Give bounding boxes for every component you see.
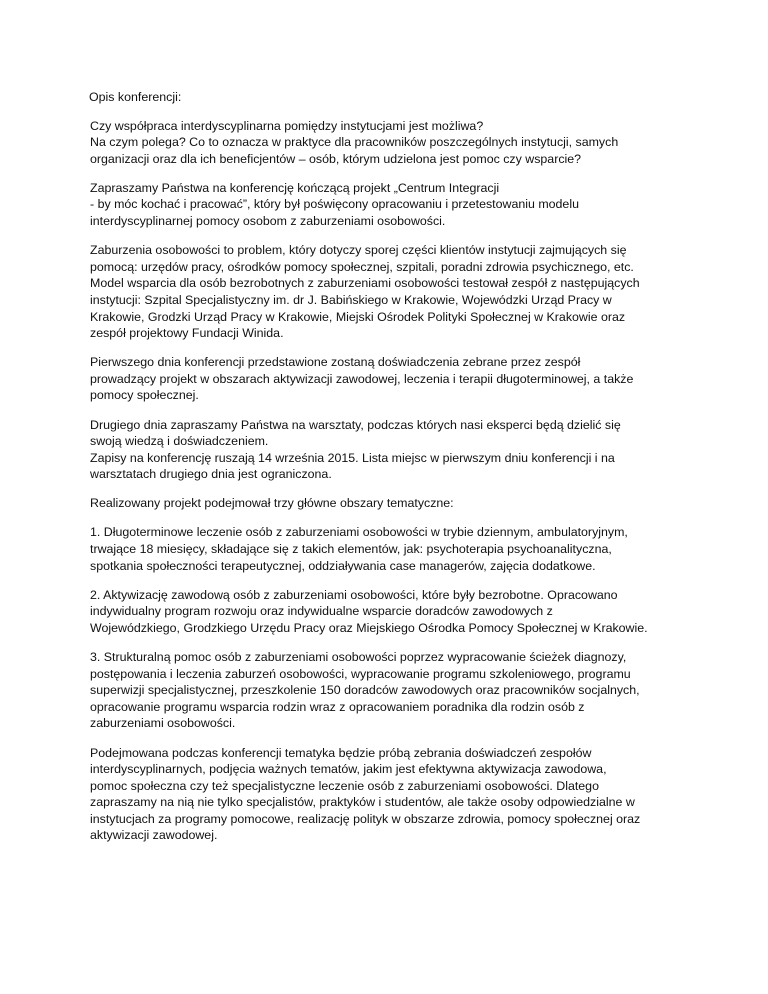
text-line: indywidualny program rozwoju oraz indywidualne wsparcie doradców zawodowych z [90,604,553,619]
text-line: 1. Długoterminowe leczenie osób z zaburzeniami osobowości w trybie dziennym, ambulatoryjnym, [90,525,628,540]
text-line: instytucjach za programy pomocowe, realizację polityk w obszarze zdrowia, pomocy społecznej oraz [90,811,641,826]
text-line: Krakowie, Grodzki Urząd Pracy w Krakowie, Miejski Ośrodek Polityki Społecznej w Krakowie oraz [90,309,626,324]
text-line: pomoc społeczna czy też specjalistyczne leczenie osób z zaburzeniami osobowości. Dlatego [90,778,599,793]
text-line: instytucji: Szpital Specjalistyczny im. dr J. Babińskiego w Krakowie, Wojewódzki Urząd Pracy w [90,292,612,307]
text-line: warsztatach drugiego dnia jest ograniczona. [90,467,332,482]
text-line: swoją wiedzą i doświadczeniem. [90,434,269,449]
paragraph [89,495,689,512]
text-line: interdyscyplinarnych, podjęcia ważnych tematów, jakim jest efektywna aktywizacja zawodowa, [90,762,607,777]
paragraph [89,354,689,404]
document-title: Opis konferencji: [89,90,182,104]
text-line: Pierwszego dnia konferencji przedstawione zostaną doświadczenia zebrane przez zespół [90,355,581,370]
text-line: superwizji specjalistycznej, przeszkolenie 150 doradców zawodowych oraz pracowników socjalnych, [90,683,640,698]
document-page [89,89,689,857]
paragraph [89,745,689,845]
text-line: Zapraszamy Państwa na konferencję kończącą projekt „Centrum Integracji [90,180,500,195]
paragraph [89,242,689,342]
text-line: Zapisy na konferencję ruszają 14 września 2015. Lista miejsc w pierwszym dniu konferencji i na [90,450,615,465]
paragraph [89,587,689,637]
paragraph [89,118,689,168]
text-line: trwające 18 miesięcy, składające się z takich elementów, jak: psychoterapia psychoanalityczna, [90,542,612,557]
paragraph [89,649,689,732]
text-line: prowadzący projekt w obszarach aktywizacji zawodowej, leczenia i terapii długoterminowej, a także [90,371,634,386]
paragraph [89,417,689,483]
text-line: pomocą: urzędów pracy, ośrodków pomocy społecznej, szpitali, poradni zdrowia psychicznego, etc. [90,259,634,274]
text-line: zespół projektowy Fundacji Winida. [90,326,284,341]
text-line: - by móc kochać i pracować”, który był poświęcony opracowaniu i przetestowaniu modelu [90,197,579,212]
text-line: Zaburzenia osobowości to problem, który dotyczy sporej części klientów instytucji zajmujących się [90,243,627,258]
text-line: 3. Strukturalną pomoc osób z zaburzeniami osobowości poprzez wypracowanie ścieżek diagnozy, [90,650,627,665]
paragraph [89,180,689,230]
text-line: opracowanie programu wsparcia rodzin wraz z opracowaniem poradnika dla rodzin osób z [90,699,585,714]
text-line: Na czym polega? Co to oznacza w praktyce dla pracowników poszczególnych instytucji, samych [90,135,619,150]
text-line: 2. Aktywizację zawodową osób z zaburzeniami osobowości, które były bezrobotne. Opracowano [90,587,618,602]
text-line: zapraszamy na nią nie tylko specjalistów, praktyków i studentów, ale także osoby odpowiedzialne w [90,795,635,810]
text-line: zaburzeniami osobowości. [90,716,236,731]
text-line: pomocy społecznej. [90,388,199,403]
text-line: Czy współpraca interdyscyplinarna pomiędzy instytucjami jest możliwa? [90,118,484,133]
text-line: postępowania i leczenia zaburzeń osobowości, wypracowanie programu szkoleniowego, programu [90,666,631,681]
text-line: Wojewódzkiego, Grodzkiego Urzędu Pracy oraz Miejskiego Ośrodka Pomocy Społecznej w Krakowie. [90,620,648,635]
text-line: aktywizacji zawodowej. [90,828,218,843]
text-line: organizacji oraz dla ich beneficjentów – osób, którym udzielona jest pomoc czy wsparcie? [90,151,582,166]
text-line: Realizowany projekt podejmował trzy główne obszary tematyczne: [90,496,454,511]
text-line: Drugiego dnia zapraszamy Państwa na warsztaty, podczas których nasi eksperci będą dzielić się [90,417,621,432]
text-line: Model wsparcia dla osób bezrobotnych z zaburzeniami osobowości testował zespół z następujących [90,276,640,291]
paragraph [89,524,689,574]
text-line: interdyscyplinarnej pomocy osobom z zaburzeniami osobowości. [90,214,446,229]
text-line: spotkania społeczności terapeutycznej, oddziaływania case managerów, zajęcia dodatkowe. [90,558,596,573]
document-body [89,118,689,844]
text-line: Podejmowana podczas konferencji tematyka będzie próbą zebrania doświadczeń zespołów [90,745,592,760]
